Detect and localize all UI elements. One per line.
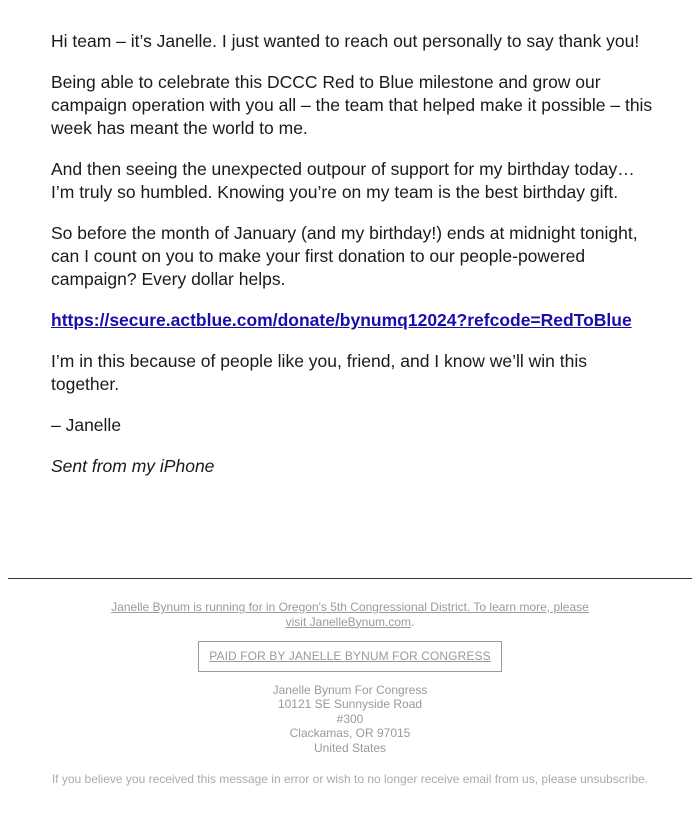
donation-ask-paragraph: So before the month of January (and my birthday!) ends at midnight tonight, can I count on you to make your first donation to our people-powered campaign? Every dollar helps. [51,223,638,289]
signature: – Janelle [51,415,122,435]
sent-from-iphone: Sent from my iPhone [51,456,215,476]
campaign-website-link[interactable]: JanelleBynum.com [309,614,412,629]
milestone-paragraph: Being able to celebrate this DCCC Red to Blue milestone and grow our campaign operation with you all – the team that helped make it possible – this week has meant the world to me. [51,72,653,138]
donate-link-paragraph [51,309,656,332]
address-suite: #300 [336,711,364,726]
email-body [51,30,656,496]
mailing-address [0,683,700,756]
disclosure-text: Janelle Bynum is running for in Oregon's 5th Congressional District. To learn more, please visit [111,600,589,629]
address-country: United States [313,740,387,755]
closing-paragraph: I’m in this because of people like you, friend, and I know we’ll win this together. [51,351,587,394]
footer-divider [8,578,692,579]
greeting-paragraph: Hi team – it’s Janelle. I just wanted to reach out personally to say thank you! [51,31,640,51]
paid-for-disclaimer: PAID FOR BY JANELLE BYNUM FOR CONGRESS [198,641,501,672]
footer-disclosure [105,600,595,629]
email-footer [0,600,700,787]
address-street: 10121 SE Sunnyside Road [277,697,423,711]
address-city: Clackamas, OR 97015 [289,726,411,740]
disclosure-period: . [411,614,415,629]
disclosure-text-link[interactable] [111,600,589,629]
unsubscribe-notice[interactable]: If you believe you received this message in error or wish to no longer receive email from us, please unsubscribe. [51,772,649,786]
birthday-paragraph: And then seeing the unexpected outpour of support for my birthday today… I’m truly so humbled. Knowing you’re on my team is the best birthday gift. [51,159,635,202]
address-name: Janelle Bynum For Congress [272,682,428,697]
donate-link[interactable]: https://secure.actblue.com/donate/bynumq12024?refcode=RedToBlue [51,310,632,330]
